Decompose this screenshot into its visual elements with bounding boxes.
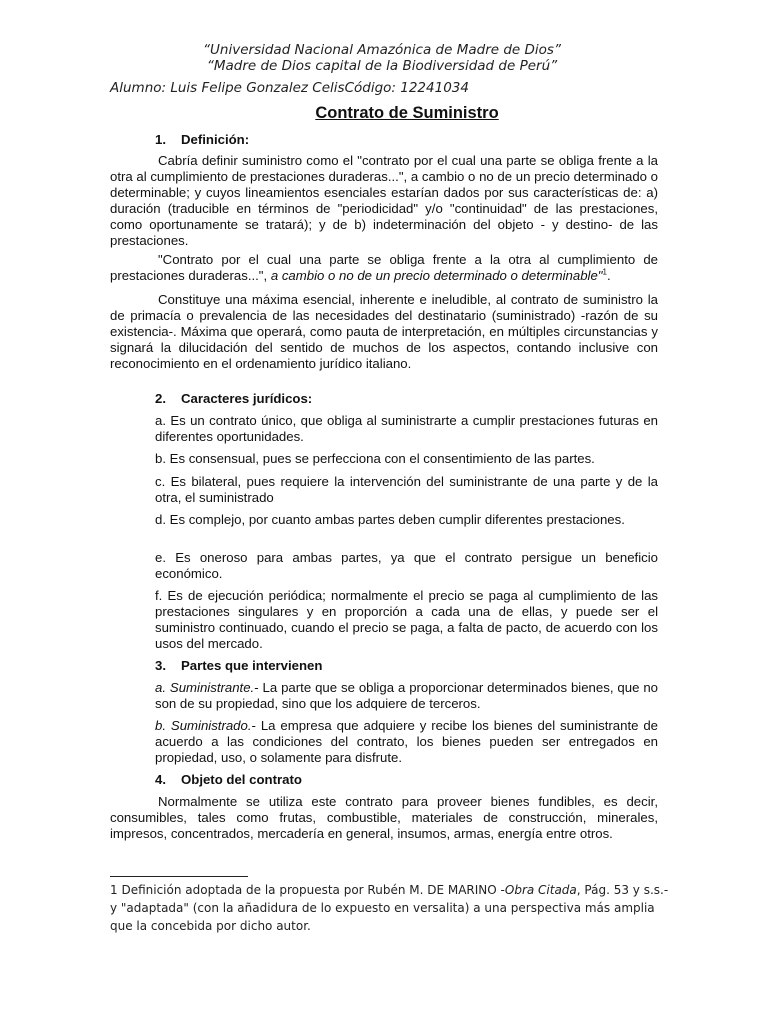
list-item: f. Es de ejecución periódica; normalmente el precio se paga al cumplimiento de las prestaciones singulares y en proporción a cada una de ellas, y puede ser el suministro continuado, cuando el precio se paga, a falta de pacto, de acuerdo con los usos del mercado.: [155, 588, 658, 651]
section-title: Objeto del contrato: [181, 772, 302, 787]
party-label: a. Suministrante.: [155, 680, 255, 695]
paragraph: [110, 794, 658, 842]
quote-italic: a cambio o no de un precio determinado o determinable": [270, 268, 603, 283]
list-item: d. Es complejo, por cuanto ambas partes deben cumplir diferentes prestaciones.: [155, 512, 625, 527]
list-item: a. Es un contrato único, que obliga al suministrarte a cumplir prestaciones futuras en diferentes oportunidades.: [155, 413, 658, 444]
list-item: [155, 718, 658, 766]
section-title: Definición:: [181, 132, 250, 147]
section-heading-objeto: [155, 772, 302, 787]
list-item: b. Es consensual, pues se perfecciona con el consentimiento de las partes.: [155, 451, 595, 466]
principle-paragraph: Constituye una máxima esencial, inherente e ineludible, al contrato de suministro la de primacía o prevalencia de las necesidades del destinatario (suministrado) -razón de su existencia-. Máxima que operará, como pauta de interpretación, en múltiples circunstancias y signará la dilucidación del sentido de muchos de los aspectos, contando inclusive con reconocimiento en el ordenamiento jurídico italiano.: [110, 292, 658, 371]
student-code: Código: 12241034: [344, 80, 469, 96]
footnote-ref: 1: [602, 267, 607, 277]
definition-quote: [110, 252, 658, 284]
list-item: [155, 680, 658, 712]
footnote: [110, 881, 670, 935]
quote-end: .: [606, 268, 611, 283]
section-number: 4.: [155, 772, 166, 787]
section-heading-partes: [155, 658, 322, 673]
footnote-text-after: , Pág. 53 y s.s.-y "adaptada" (con la añadidura de lo expuesto en versalita) a una perspectiva más amplia que la concebida por dicho autor.: [110, 883, 669, 933]
section-number: 1.: [155, 132, 166, 147]
university-motto: “Madre de Dios capital de la Biodiversidad de Perú”: [206, 58, 558, 74]
footnote-separator: [110, 876, 248, 877]
party-text: - La empresa que adquiere y recibe los bienes del suministrante de acuerdo a las condiciones del contrato, los bienes pueden ser entregados en propiedad, uso, o solamente para disfrute.: [155, 718, 659, 765]
footnote-text: 1 Definición adoptada de la propuesta por Rubén M. DE MARINO -: [110, 883, 505, 897]
student-name: Alumno: Luis Felipe Gonzalez Celis: [110, 80, 345, 96]
university-name: “Universidad Nacional Amazónica de Madre de Dios”: [203, 42, 561, 58]
list-item: e. Es oneroso para ambas partes, ya que el contrato persigue un beneficio económico.: [155, 550, 658, 581]
quote-plain: "Contrato por el cual una parte se obliga frente a la otra al cumplimiento de prestaciones duraderas...",: [110, 252, 658, 283]
party-label: b. Suministrado.: [155, 718, 252, 733]
document-title: Contrato de Suministro: [315, 104, 499, 122]
section-title: Caracteres jurídicos:: [181, 391, 313, 406]
section-number: 3.: [155, 658, 166, 673]
list-item: c. Es bilateral, pues requiere la intervención del suministrante de una parte y de la otra, el suministrado: [155, 474, 658, 505]
footnote-italic: Obra Citada: [504, 883, 577, 897]
student-line: [110, 80, 710, 96]
paragraph: [110, 153, 658, 249]
section-number: 2.: [155, 391, 166, 406]
paragraph: [110, 292, 658, 372]
paragraph: [110, 252, 658, 284]
party-text: - La parte que se obliga a proporcionar determinados bienes, que no son de su propiedad, sino que los adquiere de terceros.: [155, 680, 658, 711]
section-title: Partes que intervienen: [181, 658, 323, 673]
section-heading-caracteres: [155, 391, 312, 406]
section-heading-definicion: [155, 132, 249, 147]
objeto-paragraph: Normalmente se utiliza este contrato para proveer bienes fundibles, es decir, consumibles, tales como frutas, combustible, materiales de construcción, minerales, impresos, concentrados, mercadería en general, insumos, armas, energía entre otros.: [110, 794, 658, 841]
definition-paragraph: Cabría definir suministro como el "contrato por el cual una parte se obliga frente a la otra al cumplimiento de prestaciones duraderas...", a cambio o no de un precio determinado o determinable; y cuyos lineamientos esenciales estarían dados por sus características de: a) duración (traducible en términos de "periodicidad" y/o "continuidad" de las prestaciones, como oportunamente se tratará); y de b) indeterminación del objeto - y destino- de las prestaciones.: [110, 153, 658, 248]
